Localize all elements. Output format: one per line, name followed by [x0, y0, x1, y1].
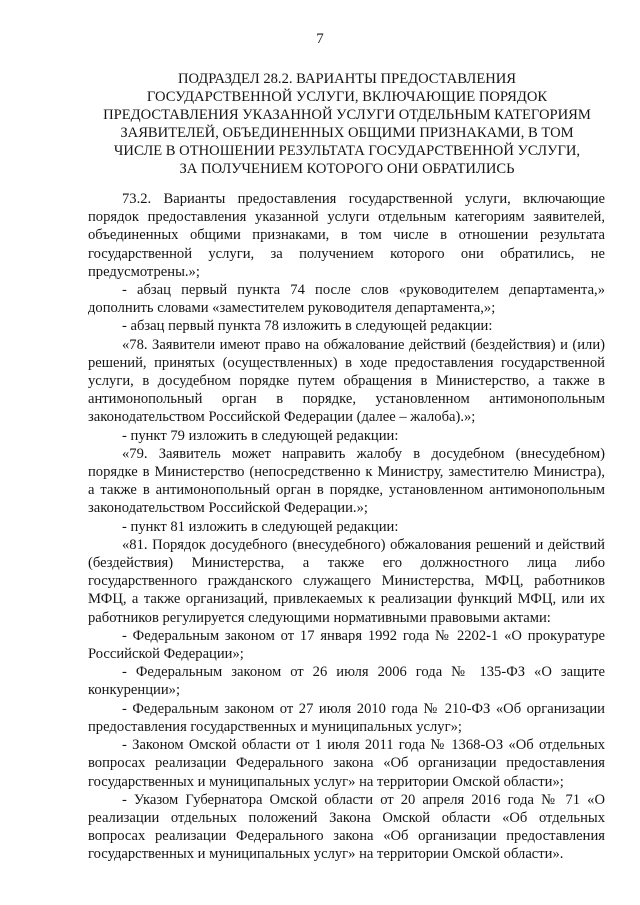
heading-line: ГОСУДАРСТВЕННОЙ УСЛУГИ, ВКЛЮЧАЮЩИЕ ПОРЯДОК [146, 89, 548, 105]
legal-act-item: - Федеральным законом от 26 июля 2006 года № 135-ФЗ «О защите конкуренции»; [88, 664, 605, 699]
heading-line: ПРЕДОСТАВЛЕНИЯ УКАЗАННОЙ УСЛУГИ ОТДЕЛЬНЫМ КАТЕГОРИЯМ [103, 107, 591, 123]
paragraph-79: «79. Заявитель может направить жалобу в досудебном (внесудебном) порядке в Министерство (непосредственно к Министру, заместителю Министра), а также в антимонопольный орган в порядке, установленном антимонопольным законодательством Российской Федерации.»; [88, 445, 605, 517]
heading-line: ЗА ПОЛУЧЕНИЕМ КОТОРОГО ОНИ ОБРАТИЛИСЬ [179, 161, 515, 177]
amendment-item-81: - пункт 81 изложить в следующей редакции: [122, 518, 399, 535]
paragraph-73-2: 73.2. Варианты предоставления государственной услуги, включающие порядок предоставления указанной услуги отдельным категориям заявителей, объединенных общими признаками, в том числе в отношении результата государственной услуги, за получением которого они обратились, не предусмотрены.»; [88, 191, 605, 280]
heading-line: ПОДРАЗДЕЛ 28.2. ВАРИАНТЫ ПРЕДОСТАВЛЕНИЯ [177, 71, 517, 87]
section-heading [92, 70, 602, 178]
legal-act-item: - Федеральным законом от 27 июля 2010 года № 210-ФЗ «Об организации предоставления государственных и муниципальных услуг»; [88, 700, 605, 735]
amendment-item-74: - абзац первый пункта 74 после слов «руководителем департамента,» дополнить словами «заместителем руководителя департамента,»; [88, 282, 605, 317]
legal-act-item: - Законом Омской области от 1 июля 2011 года № 1368-ОЗ «Об отдельных вопросах реализации Федерального закона «Об организации предоставления государственных и муниципальных услуг» на территории Омской области»; [88, 737, 605, 790]
paragraph-81: «81. Порядок досудебного (внесудебного) обжалования решений и действий (бездействия) Министерства, а также его должностного лица либо государственного гражданского служащего Министерства, МФЦ, работников МФЦ, а также организаций, привлекаемых к реализации функций МФЦ, или их работников регулируется следующими нормативными правовыми актами: [88, 536, 605, 626]
legal-act-item: - Федеральным законом от 17 января 1992 года № 2202-1 «О прокуратуре Российской Федерации»; [88, 627, 605, 663]
heading-line: ЧИСЛЕ В ОТНОШЕНИИ РЕЗУЛЬТАТА ГОСУДАРСТВЕННОЙ УСЛУГИ, [113, 143, 581, 159]
legal-act-item: - Указом Губернатора Омской области от 20 апреля 2016 года № 71 «О реализации отдельных положений Закона Омской области «Об отдельных вопросах реализации Федерального закона «Об организации предоставления государственных и муниципальных услуг» на территории Омской области». [88, 791, 605, 863]
amendment-item-79: - пункт 79 изложить в следующей редакции: [122, 427, 399, 444]
amendment-item-78: - абзац первый пункта 78 изложить в следующей редакции: [122, 318, 493, 335]
page-number: 7 [316, 31, 324, 47]
body-text [88, 190, 605, 864]
paragraph-78: «78. Заявители имеют право на обжалование действий (бездействия) и (или) решений, принятых (осуществленных) в ходе предоставления государственной услуги, в досудебном порядке путем обращения в Министерство, а также в антимонопольный орган в порядке, установленном антимонопольным законодательством Российской Федерации (далее – жалоба).»; [88, 336, 605, 426]
heading-line: ЗАЯВИТЕЛЕЙ, ОБЪЕДИНЕННЫХ ОБЩИМИ ПРИЗНАКАМИ, В ТОМ [120, 125, 574, 141]
